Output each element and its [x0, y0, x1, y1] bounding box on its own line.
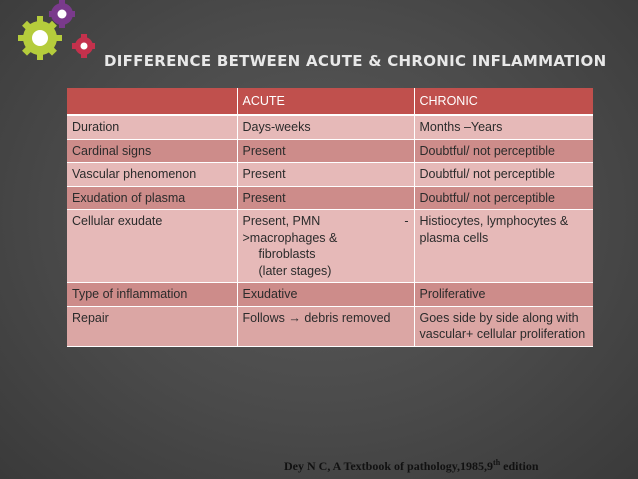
- chronic-cell: Goes side by side along with vascular+ cellular proliferation: [414, 306, 593, 346]
- feature-cell: Cellular exudate: [67, 210, 237, 283]
- acute-line-3: fibroblasts: [258, 247, 316, 261]
- acute-cell: Present: [237, 186, 414, 210]
- acute-line-1: [243, 213, 409, 230]
- arrow-right-icon: →: [288, 310, 301, 325]
- citation-sup: th: [493, 458, 501, 467]
- table-row: [67, 306, 593, 346]
- citation: [284, 458, 539, 474]
- acute-cell: Present: [237, 139, 414, 163]
- table-header-row: [67, 88, 593, 115]
- chronic-cell: Histiocytes, lymphocytes & plasma cells: [414, 210, 593, 283]
- chronic-cell: Doubtful/ not perceptible: [414, 163, 593, 187]
- acute-cell: [237, 210, 414, 283]
- feature-cell: Type of inflammation: [67, 283, 237, 307]
- citation-end: edition: [500, 459, 539, 473]
- chronic-cell: Doubtful/ not perceptible: [414, 139, 593, 163]
- acute-line-dash: -: [404, 214, 409, 228]
- table-row: [67, 163, 593, 187]
- chronic-cell: Doubtful/ not perceptible: [414, 186, 593, 210]
- feature-cell: Exudation of plasma: [67, 186, 237, 210]
- citation-main: Dey N C, A Textbook of pathology,1985,9: [284, 459, 494, 473]
- feature-cell: Vascular phenomenon: [67, 163, 237, 187]
- slide-title: DIFFERENCE BETWEEN ACUTE & CHRONIC INFLAMMATION: [104, 52, 607, 70]
- table-row: [67, 283, 593, 307]
- table-row: [67, 186, 593, 210]
- acute-line-text: Present, PMN: [242, 214, 321, 228]
- feature-cell: Cardinal signs: [67, 139, 237, 163]
- table-row: [67, 115, 593, 139]
- acute-cell: Exudative: [237, 283, 414, 307]
- acute-text: debris removed: [304, 310, 391, 325]
- gears-icon: [0, 0, 95, 75]
- header-acute: ACUTE: [237, 88, 414, 115]
- acute-cell: [237, 306, 414, 346]
- acute-cell: Present: [237, 163, 414, 187]
- chronic-cell: Proliferative: [414, 283, 593, 307]
- acute-line-4: (later stages): [258, 263, 332, 278]
- acute-text: Follows: [242, 310, 285, 325]
- acute-cell: Days-weeks: [237, 115, 414, 139]
- chronic-cell: Months –Years: [414, 115, 593, 139]
- table-row: [67, 139, 593, 163]
- acute-line-2: >macrophages &: [242, 230, 338, 245]
- table-row: [67, 210, 593, 283]
- feature-cell: Duration: [67, 115, 237, 139]
- feature-cell: Repair: [67, 306, 237, 346]
- header-chronic: CHRONIC: [414, 88, 593, 115]
- comparison-table: [67, 88, 593, 347]
- header-feature: [67, 88, 237, 115]
